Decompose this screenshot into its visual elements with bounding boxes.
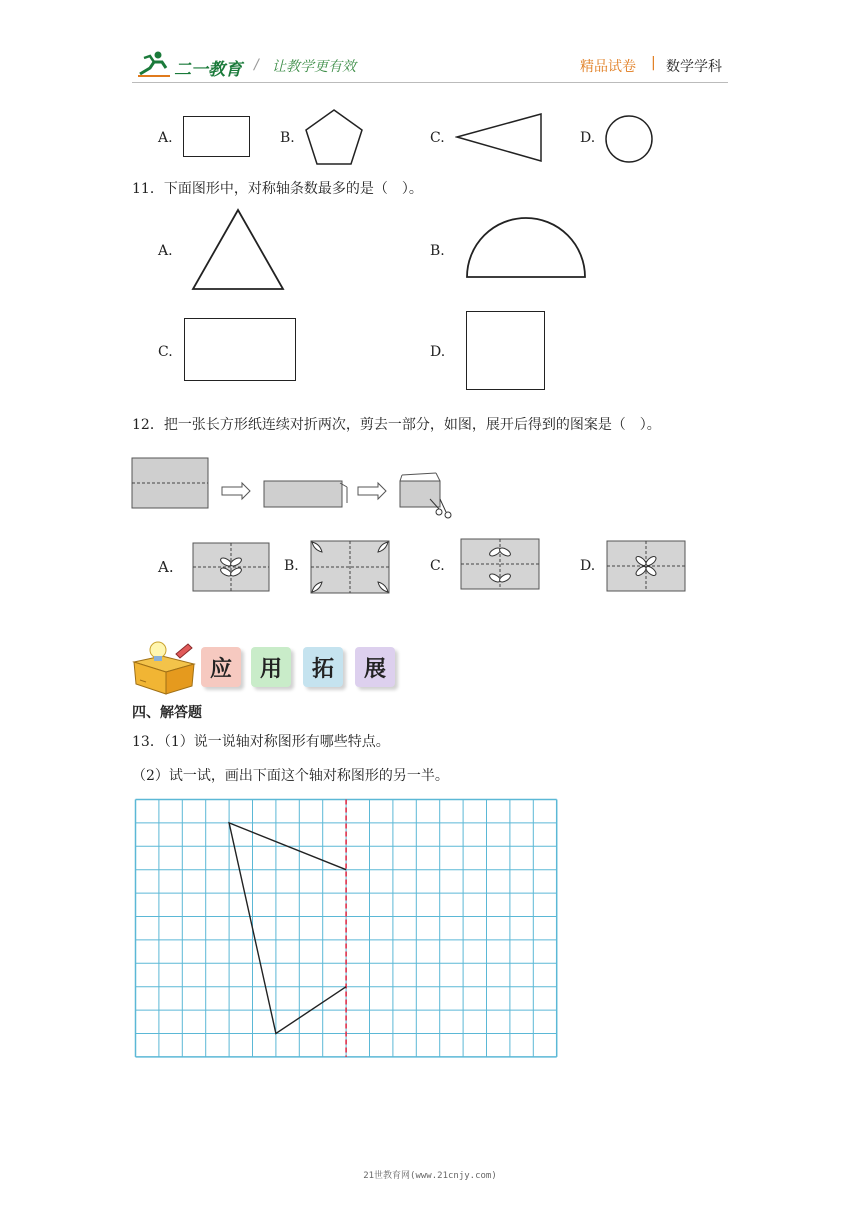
q12-option-c-label: C.	[430, 558, 445, 574]
half-figure	[229, 823, 346, 1034]
logo-text: 二一教育	[174, 60, 242, 80]
q12-option-d-figure	[606, 540, 686, 592]
q10-triangle-shape	[455, 112, 545, 164]
q11-semicircle-shape	[464, 214, 588, 280]
banner-tile-apply: 应	[201, 647, 241, 687]
banner-tile-use: 用	[251, 647, 291, 687]
header-subject: 数学学科	[666, 59, 722, 75]
q10-circle-shape	[604, 114, 654, 164]
header	[0, 0, 860, 90]
q10-pentagon-shape	[304, 108, 364, 166]
q11-rectangle-shape	[184, 318, 296, 381]
header-divider: |	[651, 55, 656, 71]
q12-option-d-label: D.	[580, 558, 596, 574]
q11-option-d-label: D.	[430, 344, 446, 360]
q12-option-a-figure	[192, 542, 270, 592]
section-4-title: 四、解答题	[132, 705, 202, 721]
header-separator: /	[254, 57, 259, 73]
q10-rectangle-shape	[183, 116, 250, 157]
banner-tile-extend: 展	[355, 647, 395, 687]
header-right-label: 精品试卷	[580, 59, 636, 75]
q12-option-c-figure	[460, 538, 540, 590]
q11-option-a-label: A.	[158, 243, 173, 259]
treasure-box-icon	[128, 640, 200, 696]
header-rule	[132, 82, 728, 83]
q10-option-b-label: B.	[280, 130, 295, 146]
q11-text: 11．下面图形中，对称轴条数最多的是（ ）。	[132, 181, 423, 197]
slogan: 让教学更有效	[272, 59, 356, 75]
q12-option-b-figure	[310, 540, 390, 594]
footer-text: 21世教育网(www.21cnjy.com)	[363, 1171, 497, 1181]
q12-option-a-label: A.	[158, 558, 174, 576]
banner-tile-expand: 拓	[303, 647, 343, 687]
paper-folding-sequence	[130, 455, 460, 525]
q12-option-b-label: B.	[284, 558, 299, 574]
q10-option-d-label: D.	[580, 130, 596, 146]
q13-part1-text: 13．（1）说一说轴对称图形有哪些特点。	[132, 734, 390, 750]
q10-option-c-label: C.	[430, 130, 445, 146]
q10-option-a-label: A.	[158, 130, 173, 146]
q13-part2-text: （2）试一试，画出下面这个轴对称图形的另一半。	[132, 768, 449, 784]
q11-option-c-label: C.	[158, 344, 173, 360]
q12-text: 12．把一张长方形纸连续对折两次，剪去一部分，如图，展开后得到的图案是（ ）。	[132, 417, 661, 433]
q11-triangle-shape	[190, 208, 286, 292]
q11-option-b-label: B.	[430, 243, 445, 259]
runner-logo-icon	[136, 50, 172, 78]
q11-square-shape	[466, 311, 545, 390]
symmetry-grid	[134, 798, 559, 1058]
